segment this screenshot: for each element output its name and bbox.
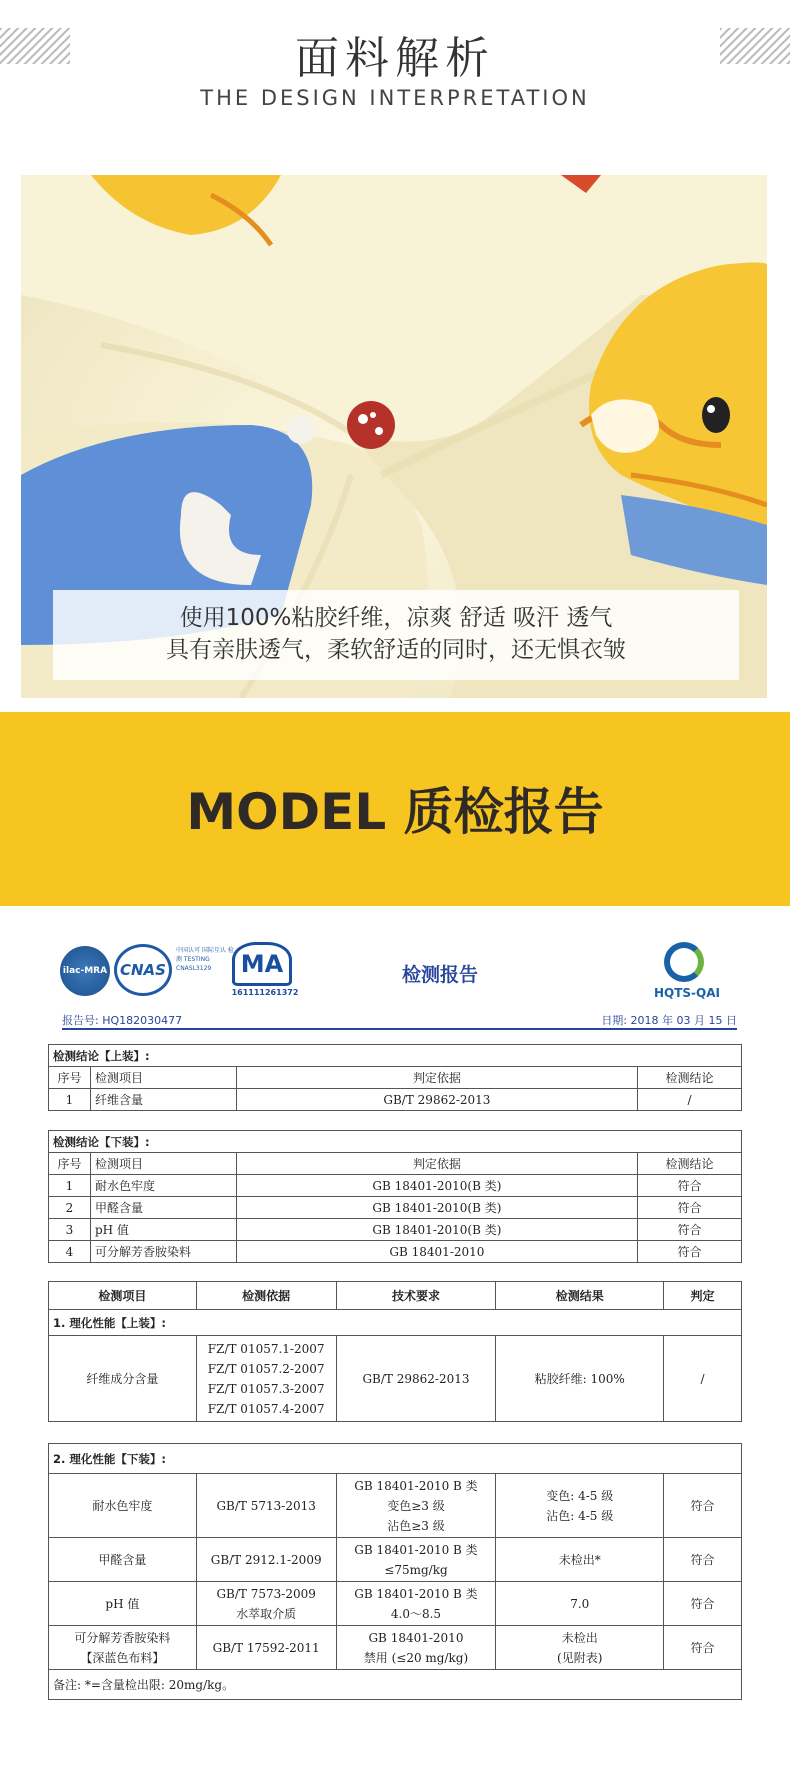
- ilac-mra-logo: ilac-MRA: [60, 946, 110, 996]
- caption-line-2: 具有亲肤透气，柔软舒适的同时，还无惧衣皱: [166, 637, 626, 663]
- column-header: 检测结论: [638, 1153, 742, 1175]
- basis-line: FZ/T 01057.2-2007: [207, 1361, 325, 1376]
- table-row: [49, 1538, 742, 1582]
- requirement-line: GB 18401-2010 B 类: [354, 1586, 478, 1601]
- basis-line: GB/T 7573-2009: [216, 1586, 316, 1601]
- hqts-logo-text: HQTS-QAI: [653, 986, 720, 1000]
- detail-test-table: [48, 1281, 742, 1700]
- banner-title: MODEL 质检报告: [186, 783, 604, 841]
- requirement-line: 禁用 (≤20 mg/kg): [363, 1650, 469, 1665]
- column-header: 判定: [664, 1282, 742, 1310]
- table-row: [49, 1089, 742, 1111]
- result-line: 沾色: 4-5 级: [546, 1508, 614, 1523]
- section-heading: 2. 理化性能【下装】:: [49, 1444, 742, 1474]
- table-cell: 可分解芳香胺染料: [90, 1241, 236, 1263]
- requirement-line: GB 18401-2010: [368, 1630, 464, 1645]
- report-title: 检测报告: [401, 964, 478, 986]
- requirement-line: 沾色≥3 级: [387, 1518, 445, 1533]
- table-cell: GB/T 2912.1-2009: [196, 1538, 336, 1582]
- item-line: 【深蓝色布料】: [80, 1650, 165, 1665]
- table-cell: 粘胶纤维: 100%: [496, 1336, 664, 1422]
- table-cell: [496, 1626, 664, 1670]
- table-cell: 未检出*: [496, 1538, 664, 1582]
- column-header: 检测结果: [496, 1282, 664, 1310]
- column-header: 序号: [49, 1153, 91, 1175]
- table-cell: 耐水色牢度: [90, 1175, 236, 1197]
- table-cell: pH 值: [49, 1582, 197, 1626]
- caption-line-1: 使用100%粘胶纤维，凉爽 舒适 吸汗 透气: [179, 605, 613, 631]
- table-row: [49, 1474, 742, 1538]
- requirement-line: GB 18401-2010 B 类: [354, 1542, 478, 1557]
- section-heading: 1. 理化性能【上装】:: [49, 1310, 742, 1336]
- table-row: [49, 1336, 742, 1422]
- item-line: 可分解芳香胺染料: [74, 1630, 171, 1645]
- column-header: 判定依据: [236, 1067, 637, 1089]
- column-header: 判定依据: [236, 1153, 637, 1175]
- hqts-logo: [642, 942, 732, 1002]
- table-cell: 符合: [664, 1582, 742, 1626]
- table-cell: 1: [49, 1175, 91, 1197]
- table-cell: 4: [49, 1241, 91, 1263]
- requirement-line: ≤75mg/kg: [384, 1562, 448, 1577]
- cma-logo: MA: [232, 942, 292, 986]
- table-cell: pH 值: [90, 1219, 236, 1241]
- table-cell: 符合: [664, 1474, 742, 1538]
- table-cell: GB 18401-2010: [236, 1241, 637, 1263]
- table-cell: [336, 1626, 496, 1670]
- page-subtitle: THE DESIGN INTERPRETATION: [200, 86, 590, 110]
- result-line: 未检出: [561, 1630, 598, 1645]
- table-cell: 符合: [638, 1197, 742, 1219]
- table-cell: [336, 1582, 496, 1626]
- table-cell: [196, 1336, 336, 1422]
- basis-line: FZ/T 01057.1-2007: [207, 1341, 325, 1356]
- table-cell: GB/T 29862-2013: [336, 1336, 496, 1422]
- table-row: [49, 1241, 742, 1263]
- table-cell: 符合: [638, 1219, 742, 1241]
- requirement-line: GB 18401-2010 B 类: [354, 1478, 478, 1493]
- table-cell: 符合: [664, 1538, 742, 1582]
- cnas-logo-text: 中国认可 国际互认 检测 TESTING CNASL3129: [176, 947, 234, 972]
- table-caption: 检测结论【下装】:: [49, 1131, 742, 1153]
- table-cell: [336, 1538, 496, 1582]
- table-cell: 2: [49, 1197, 91, 1219]
- column-header: 技术要求: [336, 1282, 496, 1310]
- table-caption: 检测结论【上装】:: [49, 1045, 742, 1067]
- table-cell: [496, 1474, 664, 1538]
- column-header: 检测依据: [196, 1282, 336, 1310]
- table-row: [49, 1626, 742, 1670]
- table-cell: GB/T 17592-2011: [196, 1626, 336, 1670]
- cnas-logo: CNAS: [114, 944, 172, 996]
- table-row: [49, 1175, 742, 1197]
- table-cell: 纤维成分含量: [49, 1336, 197, 1422]
- table-cell: GB/T 5713-2013: [196, 1474, 336, 1538]
- magnifier-icon: [664, 942, 704, 982]
- table-cell: /: [664, 1336, 742, 1422]
- table-row: [49, 1197, 742, 1219]
- cma-number: 161111261372: [231, 988, 299, 997]
- spacer-row: [49, 1422, 742, 1444]
- table-note: 备注: *=含量检出限: 20mg/kg。: [49, 1670, 742, 1700]
- basis-line: FZ/T 01057.4-2007: [207, 1401, 325, 1416]
- table-cell: GB 18401-2010(B 类): [236, 1197, 637, 1219]
- table-cell: [49, 1626, 197, 1670]
- report-number: 报告号: HQ182030477: [62, 1014, 183, 1027]
- table-cell: 符合: [638, 1175, 742, 1197]
- table-cell: 7.0: [496, 1582, 664, 1626]
- table-row: [49, 1219, 742, 1241]
- table-cell: 3: [49, 1219, 91, 1241]
- report-date: 日期: 2018 年 03 月 15 日: [601, 1014, 737, 1027]
- table-cell: [196, 1582, 336, 1626]
- column-header: 检测项目: [90, 1153, 236, 1175]
- table-cell: GB 18401-2010(B 类): [236, 1219, 637, 1241]
- page-title: 面料解析: [295, 33, 495, 84]
- table-row: [49, 1582, 742, 1626]
- column-header: 检测项目: [49, 1282, 197, 1310]
- table-cell: 甲醛含量: [90, 1197, 236, 1219]
- quality-report-banner: [0, 712, 790, 906]
- table-cell: 纤维含量: [90, 1089, 236, 1111]
- table-cell: GB 18401-2010(B 类): [236, 1175, 637, 1197]
- column-header: 检测结论: [638, 1067, 742, 1089]
- basis-line: FZ/T 01057.3-2007: [207, 1381, 325, 1396]
- report-meta: [62, 1012, 737, 1030]
- table-cell: /: [638, 1089, 742, 1111]
- table-cell: 耐水色牢度: [49, 1474, 197, 1538]
- table-cell: GB/T 29862-2013: [236, 1089, 637, 1111]
- fabric-caption: [53, 590, 739, 680]
- result-line: 变色: 4-5 级: [546, 1488, 614, 1503]
- basis-line: 水萃取介质: [236, 1606, 297, 1621]
- requirement-line: 变色≥3 级: [387, 1498, 445, 1513]
- upper-conclusion-table: [48, 1044, 742, 1111]
- table-cell: 符合: [664, 1626, 742, 1670]
- result-line: (见附表): [557, 1650, 603, 1665]
- requirement-line: 4.0～8.5: [390, 1606, 442, 1621]
- table-cell: 甲醛含量: [49, 1538, 197, 1582]
- column-header: 序号: [49, 1067, 91, 1089]
- lower-conclusion-table: [48, 1130, 742, 1263]
- table-cell: [336, 1474, 496, 1538]
- table-cell: 符合: [638, 1241, 742, 1263]
- fabric-photo: [21, 175, 767, 698]
- table-cell: 1: [49, 1089, 91, 1111]
- column-header: 检测项目: [90, 1067, 236, 1089]
